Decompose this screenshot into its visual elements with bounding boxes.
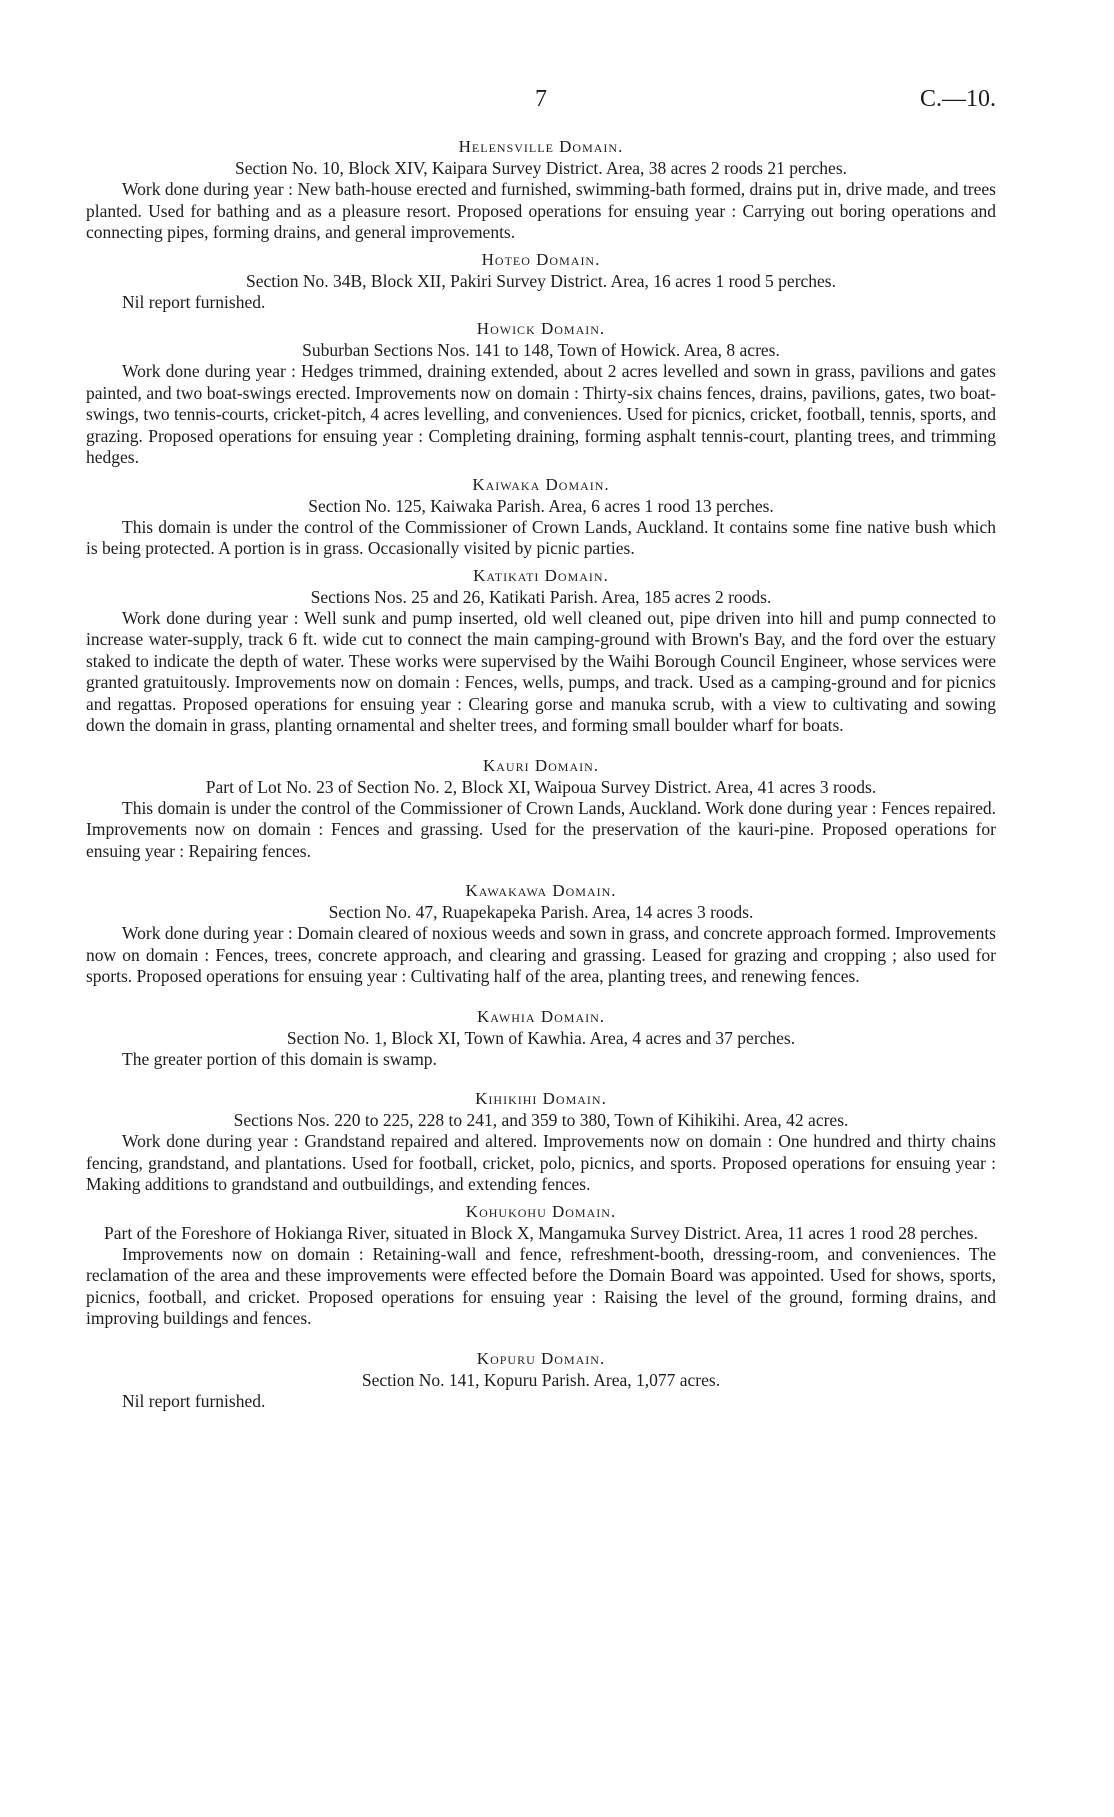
domain-section-kaiwaka (86, 474, 996, 560)
domain-section-howick (86, 318, 996, 469)
domain-report: The greater portion of this domain is swamp. (122, 1048, 437, 1069)
domain-location: Suburban Sections Nos. 141 to 148, Town of Howick. Area, 8 acres. (302, 340, 780, 360)
domain-section-kauri (86, 755, 996, 863)
domain-location: Section No. 125, Kaiwaka Parish. Area, 6 acres 1 rood 13 perches. (308, 495, 774, 516)
domain-location: Sections Nos. 220 to 225, 228 to 241, and 359 to 380, Town of Kihikihi. Area, 42 acres. (233, 1110, 849, 1130)
domain-title: Kopuru Domain. (476, 1348, 606, 1368)
domain-report: Nil report furnished. (122, 1390, 266, 1411)
domain-report: Improvements now on domain : Retaining-wall and fence, refreshment-booth, dressing-room, and conveniences. The reclamation of the area and these improvements were effected before the Domain Board was appointed. Used for shows, sports, picnics, football, and cricket. Proposed operations for ensuing year : Raising the level of the ground, forming drains, and improving buildings and fences. (86, 1243, 996, 1328)
domain-title: Helensville Domain. (458, 137, 624, 156)
document-reference: C.—10. (919, 86, 996, 112)
domain-title: Howick Domain. (476, 319, 606, 338)
domain-title: Kihikihi Domain. (475, 1089, 607, 1108)
domain-report: Work done during year : Hedges trimmed, draining extended, about 2 acres levelled and sown in grass, pavilions and gates painted, and two boat-swings erected. Improvements now on domain : Thirty-six chains fences, drains, pavilions, gates, two boat-swings, two tennis-courts, cricket-pitch, 4 acres levelling, and conveniences. Used for picnics, cricket, football, tennis, sports, and grazing. Proposed operations for ensuing year : Completing draining, forming asphalt tennis-court, planting trees, and trimming hedges. (86, 361, 996, 467)
domain-location: Sections Nos. 25 and 26, Katikati Parish. Area, 185 acres 2 roods. (310, 586, 772, 607)
domain-location: Section No. 141, Kopuru Parish. Area, 1,077 acres. (361, 1369, 721, 1390)
domain-location: Section No. 34B, Block XII, Pakiri Survey District. Area, 16 acres 1 rood 5 perches. (245, 270, 836, 291)
domain-report: Nil report furnished. (122, 291, 266, 312)
domain-section-kihikihi (86, 1088, 996, 1196)
domain-location: Part of Lot No. 23 of Section No. 2, Block XI, Waipoua Survey District. Area, 41 acres 3 roods. (205, 776, 877, 797)
domain-location: Part of the Foreshore of Hokianga River, situated in Block X, Mangamuka Survey District. Area, 11 acres 1 rood 28 perches. (104, 1222, 978, 1243)
domain-report: Work done during year : New bath-house erected and furnished, swimming-bath formed, drains put in, drive made, and trees planted. Used for bathing and as a pleasure resort. Proposed operations for ensuing year : Carrying out boring operations and connecting pipes, forming drains, and general improvements. (86, 179, 996, 242)
domain-location: Section No. 1, Block XI, Town of Kawhia. Area, 4 acres and 37 perches. (286, 1027, 796, 1048)
domain-title: Katikati Domain. (473, 565, 609, 585)
domain-title: Kohukohu Domain. (465, 1201, 617, 1221)
page-header (86, 86, 996, 122)
domain-section-kohukohu (86, 1201, 996, 1330)
domain-section-hoteo (86, 249, 996, 314)
domain-section-katikati (86, 565, 996, 737)
domain-report: This domain is under the control of the Commissioner of Crown Lands, Auckland. It contains some fine native bush which is being protected. A portion is in grass. Occasionally visited by picnic parties. (86, 516, 996, 558)
document-page (86, 86, 996, 1412)
domain-location: Section No. 10, Block XIV, Kaipara Survey District. Area, 38 acres 2 roods 21 perches. (234, 158, 848, 178)
domain-title: Kawhia Domain. (476, 1006, 606, 1026)
domain-title: Kauri Domain. (482, 755, 600, 775)
domain-title: Kawakawa Domain. (465, 881, 617, 900)
domain-section-helensville (86, 136, 996, 244)
domain-report: Work done during year : Well sunk and pump inserted, old well cleaned out, pipe driven into hill and pump connected to increase water-supply, track 6 ft. wide cut to connect the main camping-ground with Brown's Bay, and the ford over the estuary staked to indicate the depth of water. These works were supervised by the Waihi Borough Council Engineer, whose services were granted gratuitously. Improvements now on domain : Fences, wells, pumps, and track. Used as a camping-ground and for picnics and regattas. Proposed operations for ensuing year : Clearing gorse and manuka scrub, with a view to cultivating and sowing down the domain in grass, planting ornamental and shelter trees, and forming small boulder wharf for boats. (86, 607, 996, 735)
domain-location: Section No. 47, Ruapekapeka Parish. Area, 14 acres 3 roods. (328, 902, 754, 922)
domain-report: This domain is under the control of the Commissioner of Crown Lands, Auckland. Work done during year : Fences repaired. Improvements now on domain : Fences and grassing. Used for the preservation of the kauri-pine. Proposed operations for ensuing year : Repairing fences. (86, 797, 996, 861)
domain-report: Work done during year : Grandstand repaired and altered. Improvements now on domain : One hundred and thirty chains fencing, grandstand, and plantations. Used for football, cricket, polo, picnics, and sports. Proposed operations for ensuing year : Making additions to grandstand and outbuildings, and extending fences. (86, 1131, 996, 1194)
domain-report: Work done during year : Domain cleared of noxious weeds and sown in grass, and concrete approach formed. Improvements now on domain : Fences, trees, concrete approach, and clearing and grassing. Leased for grazing and cropping ; also used for sports. Proposed operations for ensuing year : Cultivating half of the area, planting trees, and renewing fences. (86, 923, 996, 986)
domain-title: Hoteo Domain. (481, 249, 601, 269)
domain-title: Kaiwaka Domain. (472, 474, 610, 494)
page-number: 7 (535, 86, 547, 112)
domain-section-kawakawa (86, 880, 996, 988)
domain-section-kopuru (86, 1348, 996, 1413)
domain-section-kawhia (86, 1006, 996, 1071)
